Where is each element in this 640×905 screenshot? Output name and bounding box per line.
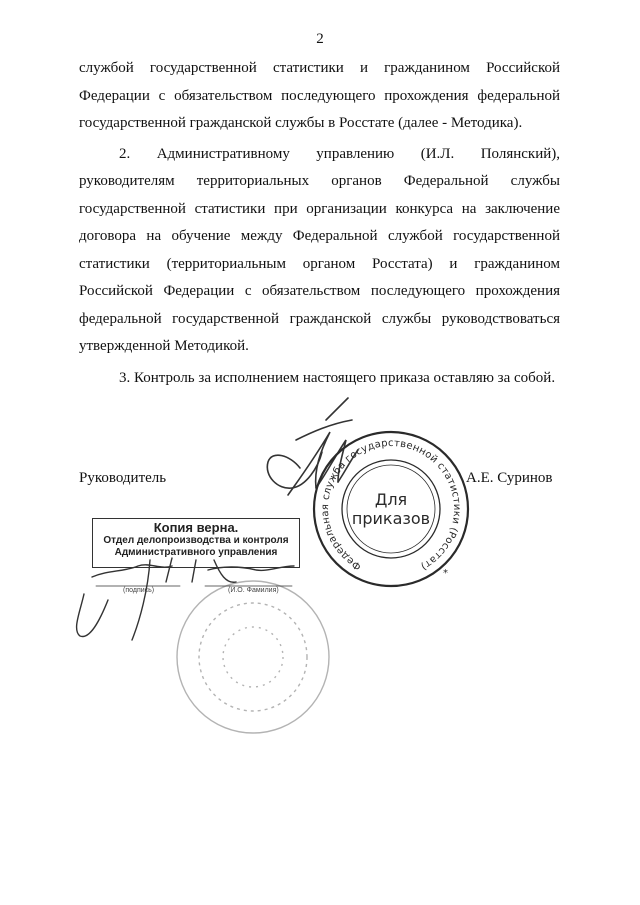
copy-stamp-department: Отдел делопроизводства и контроля	[103, 535, 289, 546]
seal-ring-text: Федеральная служба государственной статистики (Росстат)	[319, 437, 463, 572]
signatory-role: Руководитель	[79, 470, 167, 486]
copy-stamp-title: Копия верна.	[153, 520, 239, 535]
page-number: 2	[316, 31, 324, 47]
copy-stamp-signature	[77, 558, 294, 640]
copy-signature-caption-left: (подпись)	[123, 587, 155, 594]
signatory-name: А.Е. Суринов	[466, 470, 553, 486]
paragraph-item-2: 2. Административному управлению (И.Л. Полянский), руководителям территориальных органов Федеральной службы государственной статистики при организации конкурса на заключение договора на обучение между Федеральной службой государственной статистики (территориальным органом Росстата) и гражданином Российской Федерации с обязательством последующего прохождения федеральной государственной гражданской службы руководствоваться утвержденной Методикой.	[79, 145, 560, 354]
faint-seal	[177, 581, 329, 733]
paragraph-continuation: службой государственной статистики и гражданином Российской Федерации с обязательством последующего прохождения федеральной государственной гражданской службы в Росстате (далее - Методика).	[79, 60, 560, 131]
paragraph-item-3: 3. Контроль за исполнением настоящего приказа оставляю за собой.	[119, 369, 556, 386]
copy-stamp-administration: Административного управления	[114, 547, 278, 558]
seal-center-line2: приказов	[351, 509, 431, 528]
svg-text:*: *	[443, 568, 448, 579]
seal-center-text	[343, 490, 439, 528]
copy-signature-caption-right: (И.О. Фамилия)	[228, 587, 279, 594]
seal-center-line1: Для	[374, 490, 408, 509]
